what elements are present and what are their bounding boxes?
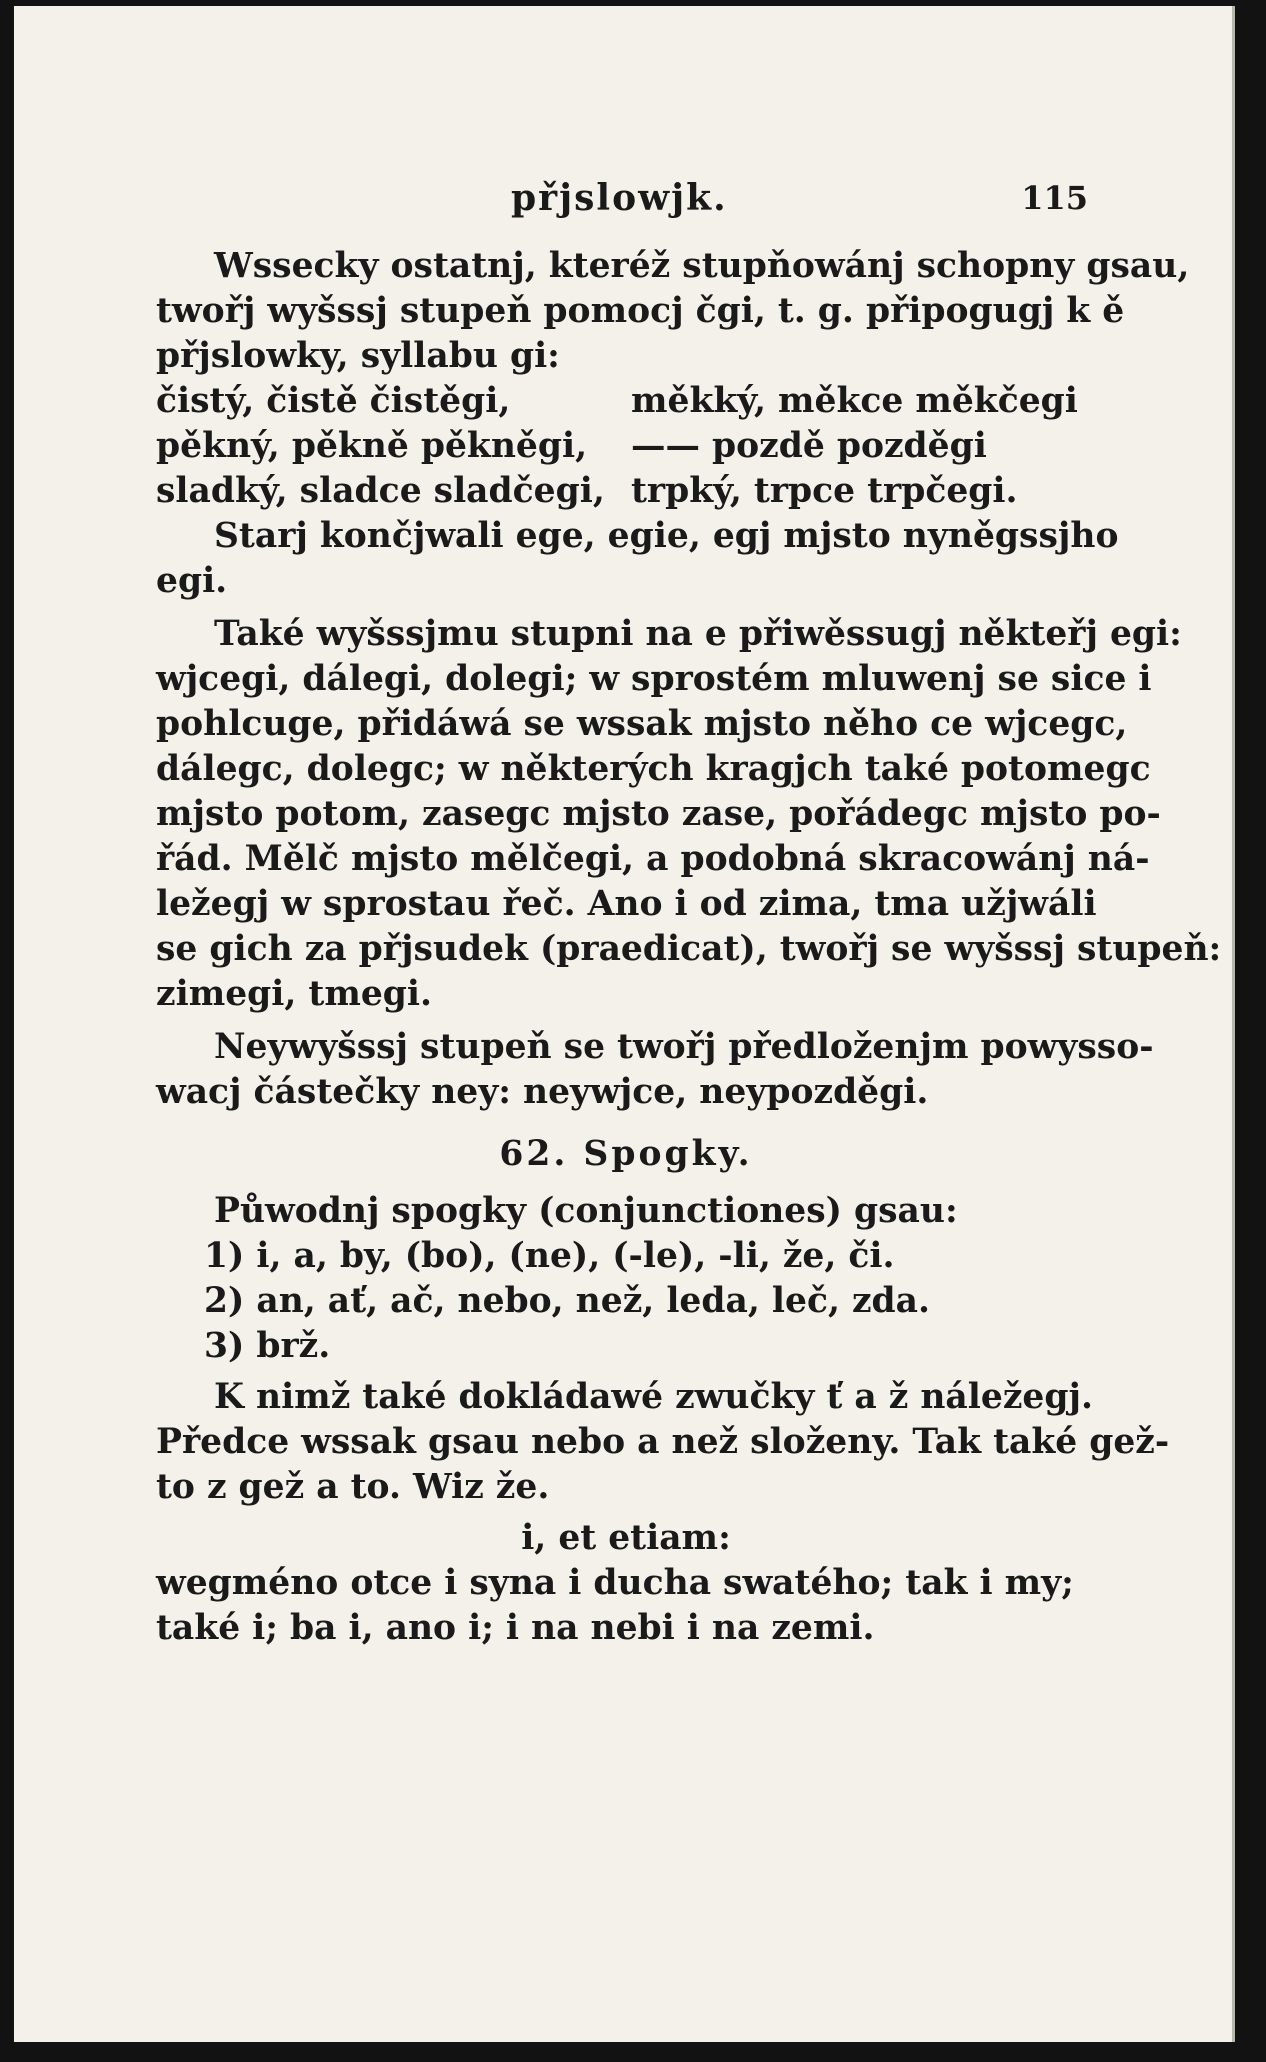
paragraph-old-forms (156, 514, 1119, 604)
text-line: Předce wssak gsau nebo a než složeny. Tak také gež- (156, 1422, 1170, 1462)
text-line: se gich za přjsudek (praedicat), twořj se wyšssj stupeň: (156, 929, 1222, 969)
paragraph-particles (156, 1375, 1170, 1510)
example-left: čistý, čistě čistěgi, (156, 381, 511, 421)
text-line: wjcegi, dálegi, dolegi; w sprostém mluwenj se sice i (156, 659, 1152, 699)
example-left: pěkný, pěkně pěkněgi, (156, 426, 588, 466)
list-item: 3) brž. (204, 1326, 331, 1366)
conjunction-list (156, 1234, 1096, 1369)
subheading: i, et etiam: (521, 1518, 731, 1558)
text-line: také i; ba i, ano i; i na nebi i na zemi. (156, 1608, 875, 1648)
list-item: 2) an, ať, ač, nebo, než, leda, leč, zda. (204, 1281, 931, 1321)
running-head: přjslowjk. (511, 177, 728, 219)
text-line: Neywyšssj stupeň se twořj předloženjm powysso- (214, 1027, 1154, 1067)
paragraph-comparative (156, 244, 1190, 379)
example-row (156, 469, 1096, 514)
text-line: Starj končjwali ege, egie, egj mjsto nyněgssjho (214, 516, 1119, 556)
page-header (156, 156, 1096, 244)
text-line: to z gež a to. Wiz že. (156, 1467, 550, 1507)
text-line: mjsto potom, zasegc mjsto zase, pořádegc mjsto po- (156, 794, 1161, 834)
text-line: wegméno otce i syna i ducha swatého; tak i my; (156, 1563, 1074, 1603)
example-right: trpký, trpce trpčegi. (631, 471, 1018, 511)
text-line: pohlcuge, přidáwá se wssak mjsto něho ce wjcegc, (156, 704, 1128, 744)
page-text (156, 156, 1222, 1651)
example-right: měkký, měkce měkčegi (631, 381, 1078, 421)
example-row (156, 424, 1096, 469)
example-row (156, 379, 1096, 424)
text-line: Wssecky ostatnj, kteréž stupňowánj schopny gsau, (214, 246, 1190, 286)
text-line: přjslowky, syllabu gi: (156, 336, 560, 376)
paragraph-conjunctions-intro: Půwodnj spogky (conjunctiones) gsau: (214, 1191, 958, 1231)
text-line: K nimž také dokládawé zwučky ť a ž náležegj. (214, 1377, 1093, 1417)
text-line: ležegj w sprostau řeč. Ano i od zima, tma užjwáli (156, 884, 1097, 924)
text-line: dálegc, dolegc; w některých kragjch také potomegc (156, 749, 1151, 789)
page-number: 115 (1021, 179, 1088, 217)
text-line: wacj částečky ney: neywjce, neypozděgi. (156, 1072, 929, 1112)
book-page (14, 6, 1235, 2042)
example-table (156, 379, 1096, 514)
text-line: egi. (156, 561, 228, 601)
example-left: sladký, sladce sladčegi, (156, 471, 605, 511)
paragraph-dialect (156, 612, 1222, 1017)
list-item: 1) i, a, by, (bo), (ne), (-le), -li, že, či. (204, 1236, 895, 1276)
text-line: řád. Mělč mjsto mělčegi, a podobná skracowánj ná- (156, 839, 1150, 879)
section-title: 62. Spogky. (499, 1134, 753, 1174)
paragraph-examples (156, 1561, 1096, 1651)
text-line: Také wyšssjmu stupni na e přiwěssugj někteřj egi: (214, 614, 1182, 654)
text-line: zimegi, tmegi. (156, 974, 433, 1014)
text-line: twořj wyšssj stupeň pomocj čgi, t. g. připogugj k ě (156, 291, 1125, 331)
example-right: —— pozdě pozděgi (631, 426, 987, 466)
paragraph-superlative (156, 1025, 1154, 1115)
